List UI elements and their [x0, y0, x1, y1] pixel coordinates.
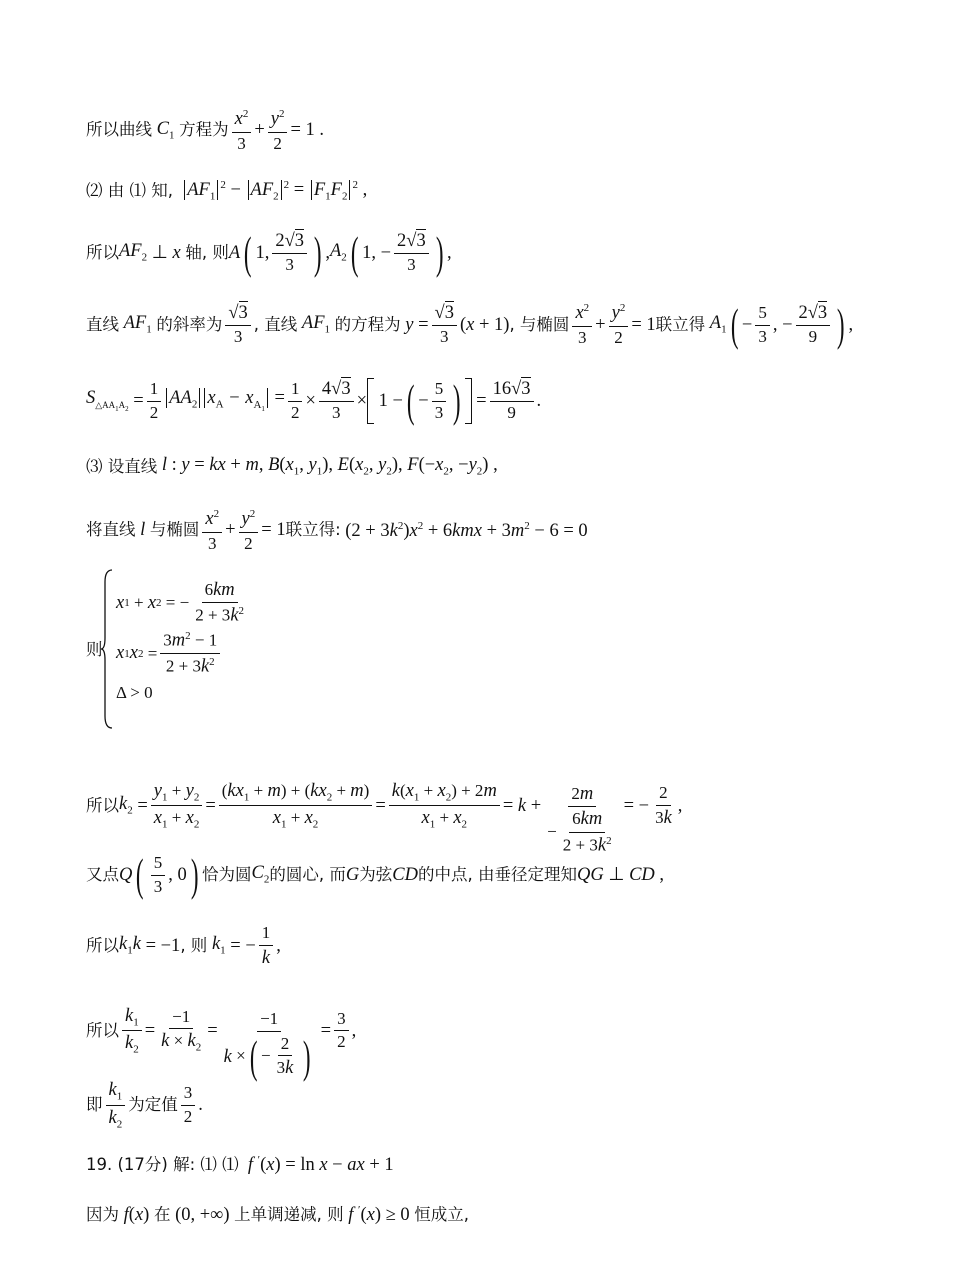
text-span: 轴, 则	[185, 242, 229, 262]
text-span: 将直线	[86, 520, 136, 540]
frac: $\frac{2}{3k}$	[655, 782, 672, 828]
text-span: 所以	[86, 795, 119, 815]
text-span: 的圆心, 而	[269, 864, 346, 884]
text-span: 因为	[86, 1204, 119, 1224]
text-span: 则	[86, 640, 103, 659]
frac: $\frac{k(x_1 + x_2) + 2m}{x_1 + x_2}$	[389, 781, 500, 831]
frac: $\frac{√3}{3}$	[432, 303, 457, 347]
frac: $\frac{3}{2}$	[334, 1010, 349, 1052]
frac: $\frac{3m^2 - 1}{2 + 3k^2}$	[160, 630, 220, 677]
text-span: 的方程为	[334, 314, 401, 334]
text-span: ⑵ 由 ⑴ 知,	[86, 181, 173, 201]
frac: $\frac{(kx_1 + m) + (kx_2 + m)}{x_1 + x_2}$	[219, 781, 373, 831]
frac: $\frac{3}{2}$	[181, 1084, 196, 1126]
frac: 2m − $\frac{6km}{2 + 3k^2}$	[547, 784, 612, 856]
frac: $\frac{1}{2}$	[288, 380, 303, 422]
frac: $\frac{5}{3}$	[432, 380, 447, 422]
line-problem-19: 19. (17分) 解: ⑴ ⑴ f ′(x) = ln x − ax + 1	[86, 1154, 394, 1176]
line-curve-equation: 所以曲线 $C_1$ 方程为 $\frac{x^2}{3}$ + $\frac{y^2}{2}$ = 1 .	[86, 108, 325, 153]
line-part2	[86, 180, 367, 203]
frac: $\frac{5}{3}$	[151, 854, 166, 896]
math-c1: $C_1$	[152, 118, 175, 142]
math-af-identity: $AF_1^2 - AF_2^2 = F_1F_2^2$ ,	[173, 180, 367, 203]
text-span: , 与椭圆	[509, 314, 570, 334]
frac: $\frac{5}{3}$	[755, 304, 770, 346]
text-span: 恒成立,	[414, 1204, 470, 1224]
brace-icon	[100, 568, 114, 730]
text-span: 所以	[86, 242, 119, 262]
frac: $\frac{-1}{k \times k_2}$	[161, 1006, 202, 1054]
text-span: 与椭圆	[149, 520, 200, 540]
math: y	[400, 314, 414, 335]
text-span: 为定值	[128, 1095, 178, 1115]
math: x	[167, 242, 186, 263]
text-span: 的斜率为	[156, 314, 223, 334]
line-constant: 即 $\frac{k_1}{k_2}$ 为定值 $\frac{3}{2}$ .	[86, 1080, 203, 1131]
frac: $\frac{1}{2}$	[147, 380, 162, 422]
text-span: , 则	[180, 935, 208, 955]
line-point-q: 又点 Q ( $\frac{5}{3}$ , 0 ) 恰为圆 $C_2$ 的圆心, 而 G 为弦 CD 的中点, 由垂径定理知 QG ⊥ CD ,	[86, 849, 665, 900]
line-k1: 所以 $k_1k$ = −1 , 则 $k_1$ = − $\frac{1}{k}$ ,	[86, 923, 281, 968]
text-span: 恰为圆	[202, 864, 252, 884]
frac: $\frac{2√3}{9}$	[796, 303, 831, 347]
frac: $\frac{y^2}{2}$	[609, 302, 629, 347]
frac: $\frac{k_1}{k_2}$	[106, 1080, 126, 1131]
text-span: 19. (17分) 解: ⑴ ⑴	[86, 1154, 239, 1174]
text-span: 联立得:	[285, 520, 341, 540]
text-span: 为弦	[359, 864, 393, 884]
math: A	[228, 242, 241, 263]
text-span: 直线	[86, 314, 119, 334]
frac: $\frac{√3}{3}$	[225, 303, 250, 347]
text-span: 所以	[86, 935, 119, 955]
frac: $\frac{6km}{2 + 3k^2}$	[195, 580, 245, 626]
frac: $\frac{2√3}{3}$	[272, 231, 307, 275]
text-span: = 1 .	[290, 120, 325, 141]
text-span: 方程为	[179, 120, 229, 140]
math: $AF_2$	[119, 241, 148, 264]
text-span: ⑶ 设直线	[86, 456, 158, 476]
line-points-a: 所以 $AF_2$ ⊥ x 轴, 则 A ( 1, $\frac{2√3}{3}$ ) , $A_2$ ( 1, − $\frac{2√3}{3}$ ) ,	[86, 227, 452, 278]
line-part3: ⑶ 设直线 l : y = kx + m, $B(x_1$, $y_1$), $E(x_2$, $y_2$), $F(-x_2$, $-y_2$) ,	[86, 455, 498, 478]
text-span: 在	[153, 1204, 171, 1224]
line-slope: 直线 $AF_1$ 的斜率为 $\frac{√3}{3}$ , 直线 $AF_1$ 的方程为 y = $\frac{√3}{3}$ (x + 1) , 与椭圆 $\frac{x^2}{3}$ + $\frac{y^2}{2}$ = 1 联立得 $A_1$ ( − $\frac{5}{3}$ , − $\frac{2√3}{9}$ ) ,	[86, 299, 854, 350]
frac: $\frac{y_1 + y_2}{x_1 + x_2}$	[151, 781, 203, 831]
line-combine: 将直线 l 与椭圆 $\frac{x^2}{3}$ + $\frac{y^2}{2}$ = 1 联立得: $(2 + 3k^2)x^2 + 6kmx + 3m^2 - 6 = 0$	[86, 508, 588, 553]
text-span: 的中点, 由垂径定理知	[417, 864, 577, 884]
frac: $\frac{k_1}{k_2}$	[122, 1006, 142, 1057]
text-span: 所以	[86, 1020, 119, 1040]
frac: −1 k × ( − $\frac{2}{3k}$ )	[223, 1009, 311, 1082]
frac: $\frac{x^2}{3}$	[202, 508, 222, 553]
frac: $\frac{2√3}{3}$	[394, 231, 429, 275]
frac: $\frac{y^2}{2}$	[239, 508, 259, 553]
system-eq-product: x 1 x 2 = $\frac{3m^2 - 1}{2 + 3k^2}$	[116, 630, 223, 677]
math: $S_{\triangle AA_1A_2}$	[86, 388, 129, 413]
frac: $\frac{4√3}{3}$	[319, 379, 354, 423]
frac-x2-3: $\frac{x^2}{3}$	[232, 108, 252, 153]
system-eq-sum: x 1 + x 2 = − $\frac{6km}{2 + 3k^2}$	[116, 580, 250, 626]
text-span: ⊥	[151, 242, 168, 263]
text-span: 上单调递减, 则	[234, 1204, 344, 1224]
frac-y2-2: $\frac{y^2}{2}$	[268, 108, 288, 153]
line-k2: 所以 $k_2$ = $\frac{y_1 + y_2}{x_1 + x_2}$ = $\frac{(kx_1 + m) + (kx_2 + m)}{x_1 + x_2}$ = $\frac{k(x_1 + x_2) + 2m}{x_1 + x_2}$ = k + 2m − $\frac{6km}{2 + 3k^2}$ = − $\frac{2}{3k}$ ,	[86, 780, 683, 856]
line-ratio: 所以 $\frac{k_1}{k_2}$ = $\frac{-1}{k \times k_2}$ = −1 k × ( − $\frac{2}{3k}$ ) = $\frac{3}{2}$ ,	[86, 1005, 357, 1082]
text-span: 联立得	[655, 314, 706, 334]
text-span: 即	[86, 1095, 103, 1115]
frac: $\frac{1}{k}$	[259, 924, 274, 968]
text-span: , 直线	[253, 314, 298, 334]
frac: $\frac{16√3}{9}$	[490, 379, 534, 423]
line-monotone: 因为 f(x) 在 (0, +∞) 上单调递减, 则 f ′(x) ≥ 0 恒成立,	[86, 1204, 470, 1226]
text-span: 所以曲线	[86, 120, 152, 140]
system-eq-delta: Δ > 0	[116, 683, 153, 702]
frac: $\frac{x^2}{3}$	[572, 302, 592, 347]
math: $AF_1$	[119, 313, 152, 336]
text-span: 又点	[86, 864, 119, 884]
line-area: $S_{\triangle AA_1A_2}$ = $\frac{1}{2}$ $AA_2$ $x_A - x_{A_1}$ = $\frac{1}{2}$ × $\frac{4√3}{3}$ × 1 − ( − $\frac{5}{3}$ ) = $\frac{16√3}{9}$ .	[86, 375, 542, 426]
math: $AF_1$	[297, 313, 330, 336]
